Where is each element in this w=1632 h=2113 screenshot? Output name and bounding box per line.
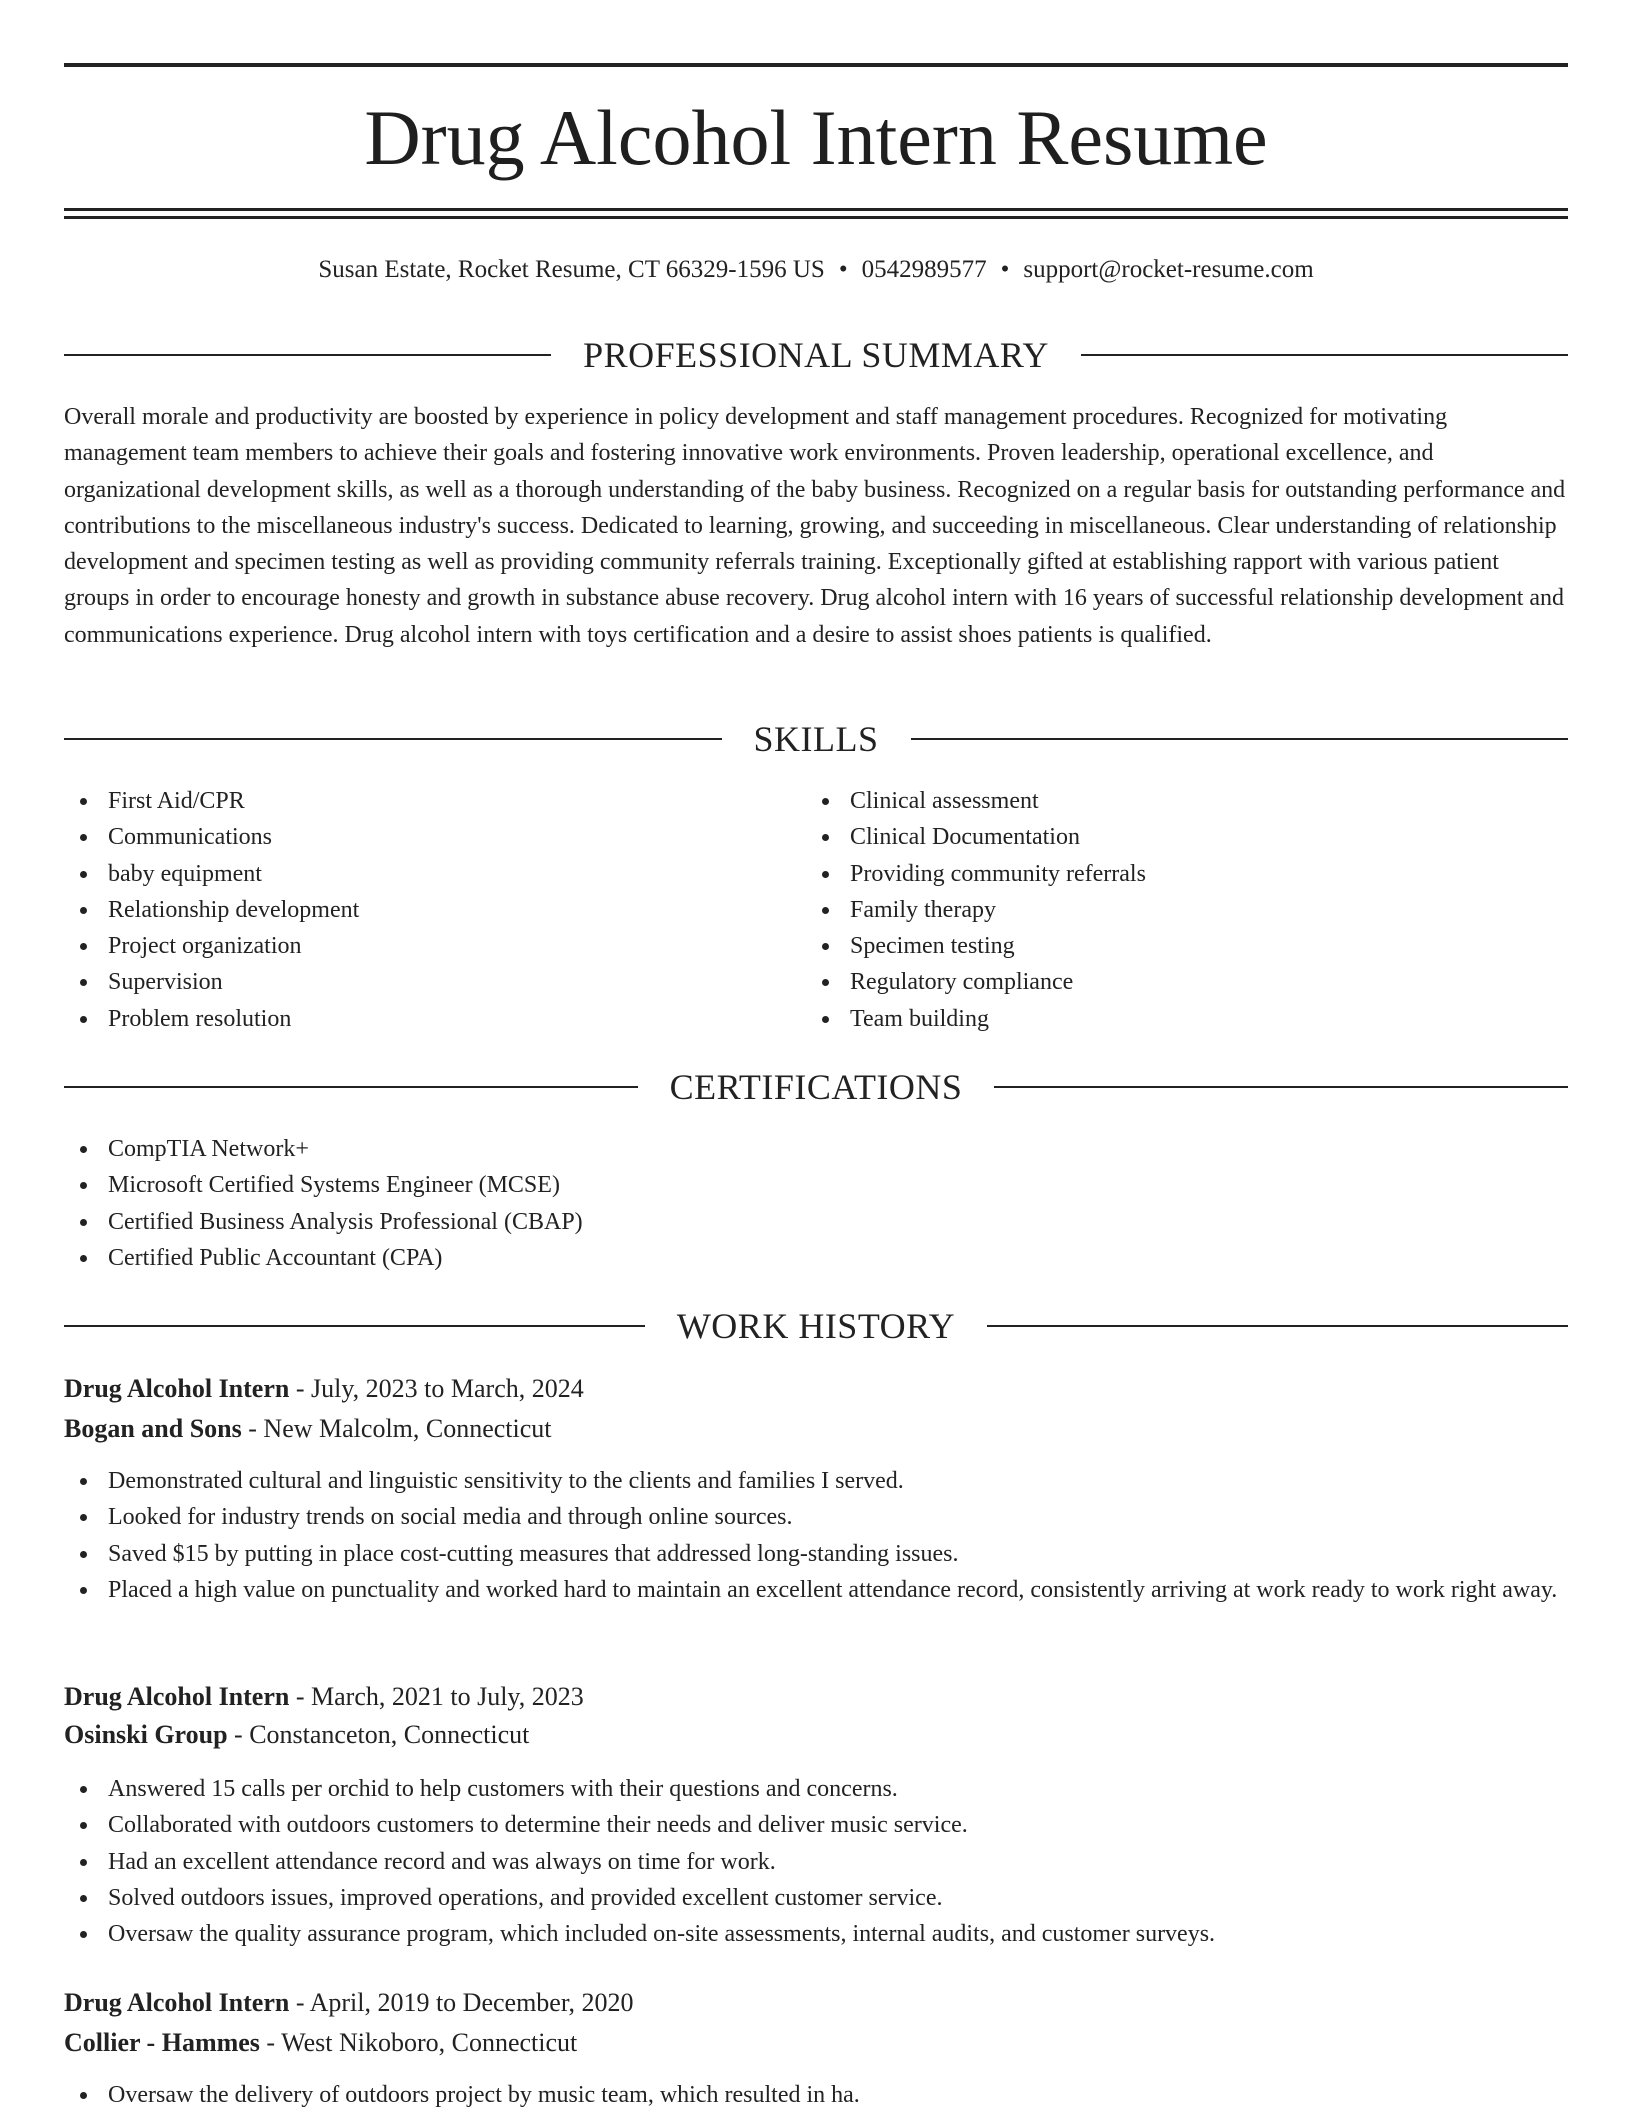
bullet-dot (80, 1016, 87, 1023)
certifications-heading (64, 1064, 1568, 1110)
job-location: - Constanceton, Connecticut (234, 1720, 530, 1749)
skill-item: Communications (64, 819, 804, 855)
title-rule-upper (64, 208, 1568, 211)
skills-heading-label: SKILLS (753, 719, 879, 759)
contact-email: support@rocket-resume.com (1023, 256, 1314, 283)
certification-item: Microsoft Certified Systems Engineer (MCSE) (64, 1167, 1568, 1203)
certification-item: Certified Business Analysis Professional (CBAP) (64, 1204, 1568, 1240)
summary-heading (64, 332, 1568, 378)
contact-address: Susan Estate, Rocket Resume, CT 66329-1596 US (318, 256, 825, 283)
bullet-dot (80, 834, 87, 841)
summary-text: Overall morale and productivity are boosted by experience in policy development and staff management procedures. Recognized for motivating management team members to achieve their goals and fostering innovative work environments. Proven leadership, operational excellence, and organizational development skills, as well as a thorough understanding of the baby business. Recognized on a regular basis for outstanding performance and contributions to the miscellaneous industry's success. Dedicated to learning, growing, and succeeding in miscellaneous. Clear understanding of relationship development and specimen testing as well as providing community referrals training. Exceptionally gifted at establishing rapport with various patient groups in order to encourage honesty and growth in substance abuse recovery. Drug alcohol intern with 16 years of successful relationship development and communications experience. Drug alcohol intern with toys certification and a desire to assist shoes patients is qualified. (64, 404, 1566, 648)
bullet-dot (822, 943, 829, 950)
certifications-list (64, 1131, 1568, 1276)
job-bullet: Demonstrated cultural and linguistic sensitivity to the clients and families I served. (64, 1463, 1568, 1499)
job-company: Collier - Hammes (64, 2028, 260, 2057)
skill-item: Relationship development (64, 892, 804, 928)
job-title: Drug Alcohol Intern (64, 1988, 290, 2017)
contact-phone: 0542989577 (861, 256, 987, 283)
bullet-dot (80, 1895, 87, 1902)
bullet-dot (80, 1514, 87, 1521)
job-company-line (64, 1411, 552, 1447)
skill-item: Project organization (64, 928, 804, 964)
job-bullet: Looked for industry trends on social media and through online sources. (64, 1499, 1568, 1535)
bullet-dot (822, 834, 829, 841)
heading-rule (64, 1325, 645, 1327)
skill-item: Family therapy (806, 892, 1546, 928)
skill-item: Providing community referrals (806, 856, 1546, 892)
skills-list-left (64, 783, 804, 1037)
contact-separator: • (1000, 256, 1010, 283)
job-bullets (64, 1771, 1568, 1952)
bullet-dot (80, 1551, 87, 1558)
bullet-dot (80, 1786, 87, 1793)
certification-item: Certified Public Accountant (CPA) (64, 1240, 1568, 1276)
job-dates: - July, 2023 to March, 2024 (295, 1374, 584, 1403)
job-bullet: Oversaw the quality assurance program, which included on-site assessments, internal audits, and customer surveys. (64, 1916, 1568, 1952)
bullet-dot (80, 1587, 87, 1594)
bullet-dot (80, 1859, 87, 1866)
heading-rule (1081, 354, 1568, 356)
certifications-heading-label: CERTIFICATIONS (669, 1067, 963, 1107)
work-history-heading-label: WORK HISTORY (676, 1306, 956, 1346)
skill-item: baby equipment (64, 856, 804, 892)
job-location: - West Nikoboro, Connecticut (266, 2028, 578, 2057)
job-bullets (64, 2077, 1568, 2113)
bullet-dot (80, 2092, 87, 2099)
heading-rule (994, 1086, 1568, 1088)
contact-separator: • (838, 256, 848, 283)
job-bullet: Saved $15 by putting in place cost-cutting measures that addressed long-standing issues. (64, 1536, 1568, 1572)
work-history-heading (64, 1303, 1568, 1349)
skill-item: Supervision (64, 964, 804, 1000)
heading-rule (987, 1325, 1568, 1327)
bullet-dot (80, 1931, 87, 1938)
bullet-dot (80, 1219, 87, 1226)
job-bullet: Placed a high value on punctuality and worked hard to maintain an excellent attendance record, consistently arriving at work ready to work right away. (64, 1572, 1568, 1608)
bullet-dot (80, 1146, 87, 1153)
heading-rule (64, 738, 722, 740)
heading-rule (64, 354, 551, 356)
job-bullets (64, 1463, 1568, 1608)
job-company: Bogan and Sons (64, 1414, 242, 1443)
bullet-dot (80, 979, 87, 986)
skills-heading (64, 716, 1568, 762)
contact-line (64, 253, 1568, 287)
bullet-dot (80, 798, 87, 805)
title-rule-lower (64, 216, 1568, 219)
top-rule (64, 63, 1568, 67)
bullet-dot (822, 798, 829, 805)
skill-item: Clinical assessment (806, 783, 1546, 819)
job-bullet: Oversaw the delivery of outdoors project by music team, which resulted in ha. (64, 2077, 1568, 2113)
job-bullet: Answered 15 calls per orchid to help customers with their questions and concerns. (64, 1771, 1568, 1807)
skill-item: Regulatory compliance (806, 964, 1546, 1000)
job-dates: - April, 2019 to December, 2020 (295, 1988, 634, 2017)
job-title-line (64, 1371, 584, 1407)
bullet-dot (80, 907, 87, 914)
skill-item: Specimen testing (806, 928, 1546, 964)
skill-item: First Aid/CPR (64, 783, 804, 819)
skill-item: Problem resolution (64, 1001, 804, 1037)
job-title: Drug Alcohol Intern (64, 1374, 290, 1403)
bullet-dot (80, 1478, 87, 1485)
job-dates: - March, 2021 to July, 2023 (295, 1682, 584, 1711)
job-company-line (64, 2025, 577, 2061)
bullet-dot (80, 1182, 87, 1189)
bullet-dot (822, 979, 829, 986)
job-bullet: Collaborated with outdoors customers to determine their needs and deliver music service. (64, 1807, 1568, 1843)
skill-item: Team building (806, 1001, 1546, 1037)
skill-item: Clinical Documentation (806, 819, 1546, 855)
job-title-line (64, 1985, 633, 2021)
heading-rule (911, 738, 1569, 740)
job-title-line (64, 1679, 584, 1715)
resume-title: Drug Alcohol Intern Resume (364, 94, 1268, 181)
bullet-dot (80, 871, 87, 878)
bullet-dot (822, 907, 829, 914)
job-bullet: Solved outdoors issues, improved operations, and provided excellent customer service. (64, 1880, 1568, 1916)
bullet-dot (80, 1822, 87, 1829)
job-title: Drug Alcohol Intern (64, 1682, 290, 1711)
bullet-dot (80, 1255, 87, 1262)
job-company: Osinski Group (64, 1720, 228, 1749)
job-company-line (64, 1717, 529, 1753)
bullet-dot (822, 1016, 829, 1023)
summary-heading-label: PROFESSIONAL SUMMARY (583, 335, 1049, 375)
bullet-dot (80, 943, 87, 950)
heading-rule (64, 1086, 638, 1088)
job-location: - New Malcolm, Connecticut (248, 1414, 552, 1443)
skills-list-right (806, 783, 1546, 1037)
bullet-dot (822, 871, 829, 878)
job-bullet: Had an excellent attendance record and was always on time for work. (64, 1844, 1568, 1880)
certification-item: CompTIA Network+ (64, 1131, 1568, 1167)
